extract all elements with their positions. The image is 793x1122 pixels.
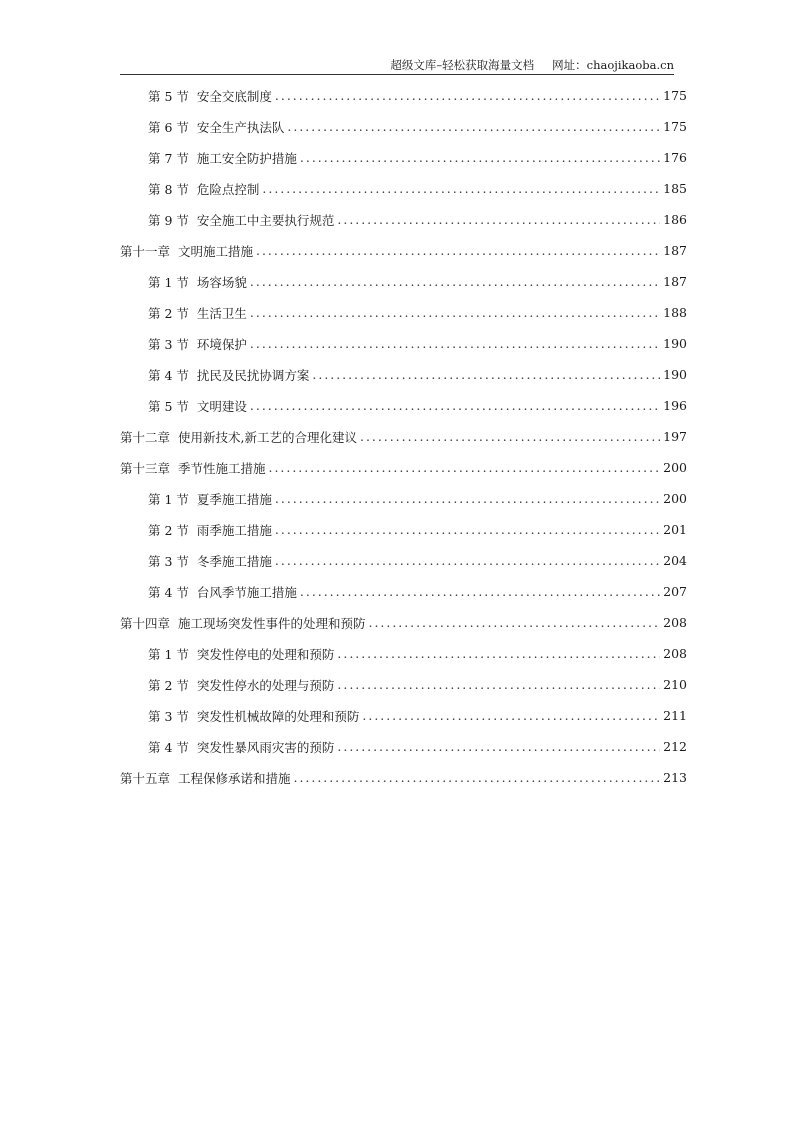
toc-entry-title: 台风季节施工措施 <box>196 584 297 600</box>
toc-entry-number: 第 3 节 <box>148 336 189 352</box>
toc-dot-leader <box>275 522 660 537</box>
toc-entry-page-number: 207 <box>663 584 687 599</box>
toc-dot-leader <box>337 646 660 661</box>
toc-dot-leader <box>256 243 660 258</box>
toc-dot-leader <box>300 150 660 165</box>
toc-entry-number: 第 1 节 <box>148 274 189 290</box>
toc-dot-leader <box>312 367 660 382</box>
toc-entry-page-number: 187 <box>663 243 687 258</box>
toc-section-entry[interactable] <box>120 359 687 390</box>
toc-dot-leader <box>287 119 660 134</box>
toc-entry-number: 第 3 节 <box>148 553 189 569</box>
toc-entry-title: 文明施工措施 <box>178 243 254 259</box>
toc-entry-title: 突发性机械故障的处理和预防 <box>196 708 360 724</box>
toc-dot-leader <box>337 212 660 227</box>
toc-dot-leader <box>269 460 660 475</box>
toc-entry-page-number: 200 <box>663 460 687 475</box>
table-of-contents <box>120 80 687 793</box>
toc-entry-page-number: 190 <box>663 336 687 351</box>
toc-entry-number: 第十五章 <box>120 770 171 786</box>
toc-dot-leader <box>362 708 660 723</box>
toc-entry-number: 第 2 节 <box>148 677 189 693</box>
toc-section-entry[interactable] <box>120 576 687 607</box>
toc-section-entry[interactable] <box>120 545 687 576</box>
toc-entry-title: 安全施工中主要执行规范 <box>196 212 335 228</box>
toc-dot-leader <box>294 770 660 785</box>
toc-entry-number: 第 2 节 <box>148 522 189 538</box>
toc-entry-title: 突发性停水的处理与预防 <box>196 677 335 693</box>
toc-entry-number: 第十二章 <box>120 429 171 445</box>
toc-entry-number: 第 6 节 <box>148 119 189 135</box>
toc-entry-title: 环境保护 <box>196 336 247 352</box>
toc-entry-title: 季节性施工措施 <box>178 460 266 476</box>
header-site-url: 网址：chaojikaoba.cn <box>552 58 674 72</box>
toc-section-entry[interactable] <box>120 80 687 111</box>
toc-entry-number: 第 1 节 <box>148 491 189 507</box>
toc-entry-page-number: 213 <box>663 770 687 785</box>
toc-entry-page-number: 210 <box>663 677 687 692</box>
toc-section-entry[interactable] <box>120 700 687 731</box>
toc-dot-leader <box>360 429 660 444</box>
toc-section-entry[interactable] <box>120 669 687 700</box>
toc-entry-page-number: 185 <box>663 181 687 196</box>
toc-dot-leader <box>250 336 660 351</box>
toc-entry-title: 施工安全防护措施 <box>196 150 297 166</box>
toc-entry-title: 使用新技术,新工艺的合理化建议 <box>178 429 357 445</box>
toc-entry-page-number: 176 <box>663 150 687 165</box>
toc-entry-page-number: 186 <box>663 212 687 227</box>
toc-entry-number: 第十三章 <box>120 460 171 476</box>
toc-entry-title: 工程保修承诺和措施 <box>178 770 291 786</box>
toc-entry-title: 扰民及民扰协调方案 <box>196 367 310 383</box>
toc-entry-title: 施工现场突发性事件的处理和预防 <box>178 615 366 631</box>
toc-entry-number: 第 4 节 <box>148 367 189 383</box>
toc-dot-leader <box>275 88 660 103</box>
toc-entry-page-number: 211 <box>663 708 687 723</box>
toc-dot-leader <box>369 615 660 630</box>
header-site-name: 超级文库–轻松获取海量文档 <box>390 58 535 72</box>
toc-entry-title: 场容场貌 <box>196 274 247 290</box>
toc-entry-page-number: 175 <box>663 119 687 134</box>
toc-entry-title: 雨季施工措施 <box>196 522 272 538</box>
toc-entry-number: 第 5 节 <box>148 88 189 104</box>
toc-entry-title: 安全生产执法队 <box>196 119 285 135</box>
toc-entry-number: 第 1 节 <box>148 646 189 662</box>
toc-entry-title: 安全交底制度 <box>196 88 272 104</box>
toc-dot-leader <box>300 584 660 599</box>
page-header <box>120 58 674 75</box>
toc-entry-page-number: 208 <box>663 615 687 630</box>
toc-entry-number: 第十四章 <box>120 615 171 631</box>
toc-entry-number: 第 4 节 <box>148 584 189 600</box>
toc-chapter-entry[interactable] <box>120 762 687 793</box>
toc-dot-leader <box>275 553 660 568</box>
toc-section-entry[interactable] <box>120 328 687 359</box>
toc-entry-title: 危险点控制 <box>196 181 260 197</box>
toc-section-entry[interactable] <box>120 514 687 545</box>
toc-section-entry[interactable] <box>120 173 687 204</box>
toc-entry-number: 第 3 节 <box>148 708 189 724</box>
toc-entry-number: 第 8 节 <box>148 181 189 197</box>
toc-entry-page-number: 197 <box>663 429 687 444</box>
toc-section-entry[interactable] <box>120 142 687 173</box>
toc-chapter-entry[interactable] <box>120 421 687 452</box>
toc-section-entry[interactable] <box>120 731 687 762</box>
toc-entry-page-number: 187 <box>663 274 687 289</box>
toc-entry-title: 冬季施工措施 <box>196 553 272 569</box>
toc-entry-number: 第 2 节 <box>148 305 189 321</box>
toc-chapter-entry[interactable] <box>120 607 687 638</box>
toc-section-entry[interactable] <box>120 483 687 514</box>
toc-section-entry[interactable] <box>120 266 687 297</box>
toc-chapter-entry[interactable] <box>120 235 687 266</box>
toc-entry-page-number: 175 <box>663 88 687 103</box>
toc-entry-page-number: 208 <box>663 646 687 661</box>
toc-entry-title: 突发性暴风雨灾害的预防 <box>196 739 335 755</box>
toc-section-entry[interactable] <box>120 390 687 421</box>
toc-entry-title: 突发性停电的处理和预防 <box>196 646 335 662</box>
toc-entry-number: 第 7 节 <box>148 150 189 166</box>
toc-dot-leader <box>262 181 660 196</box>
toc-entry-title: 生活卫生 <box>196 305 247 321</box>
toc-dot-leader <box>250 274 660 289</box>
toc-entry-page-number: 201 <box>663 522 687 537</box>
toc-dot-leader <box>250 398 660 413</box>
toc-entry-number: 第 4 节 <box>148 739 189 755</box>
toc-section-entry[interactable] <box>120 297 687 328</box>
toc-dot-leader <box>337 677 660 692</box>
toc-entry-page-number: 196 <box>663 398 687 413</box>
toc-section-entry[interactable] <box>120 204 687 235</box>
toc-chapter-entry[interactable] <box>120 452 687 483</box>
toc-entry-title: 文明建设 <box>196 398 247 414</box>
toc-section-entry[interactable] <box>120 638 687 669</box>
toc-dot-leader <box>275 491 660 506</box>
toc-entry-number: 第 9 节 <box>148 212 189 228</box>
toc-entry-number: 第 5 节 <box>148 398 189 414</box>
toc-entry-number: 第十一章 <box>120 243 171 259</box>
toc-entry-page-number: 212 <box>663 739 687 754</box>
toc-entry-page-number: 190 <box>663 367 687 382</box>
toc-entry-page-number: 204 <box>663 553 687 568</box>
toc-dot-leader <box>337 739 660 754</box>
toc-entry-title: 夏季施工措施 <box>196 491 272 507</box>
toc-dot-leader <box>250 305 660 320</box>
toc-entry-page-number: 200 <box>663 491 687 506</box>
toc-section-entry[interactable] <box>120 111 687 142</box>
toc-entry-page-number: 188 <box>663 305 687 320</box>
